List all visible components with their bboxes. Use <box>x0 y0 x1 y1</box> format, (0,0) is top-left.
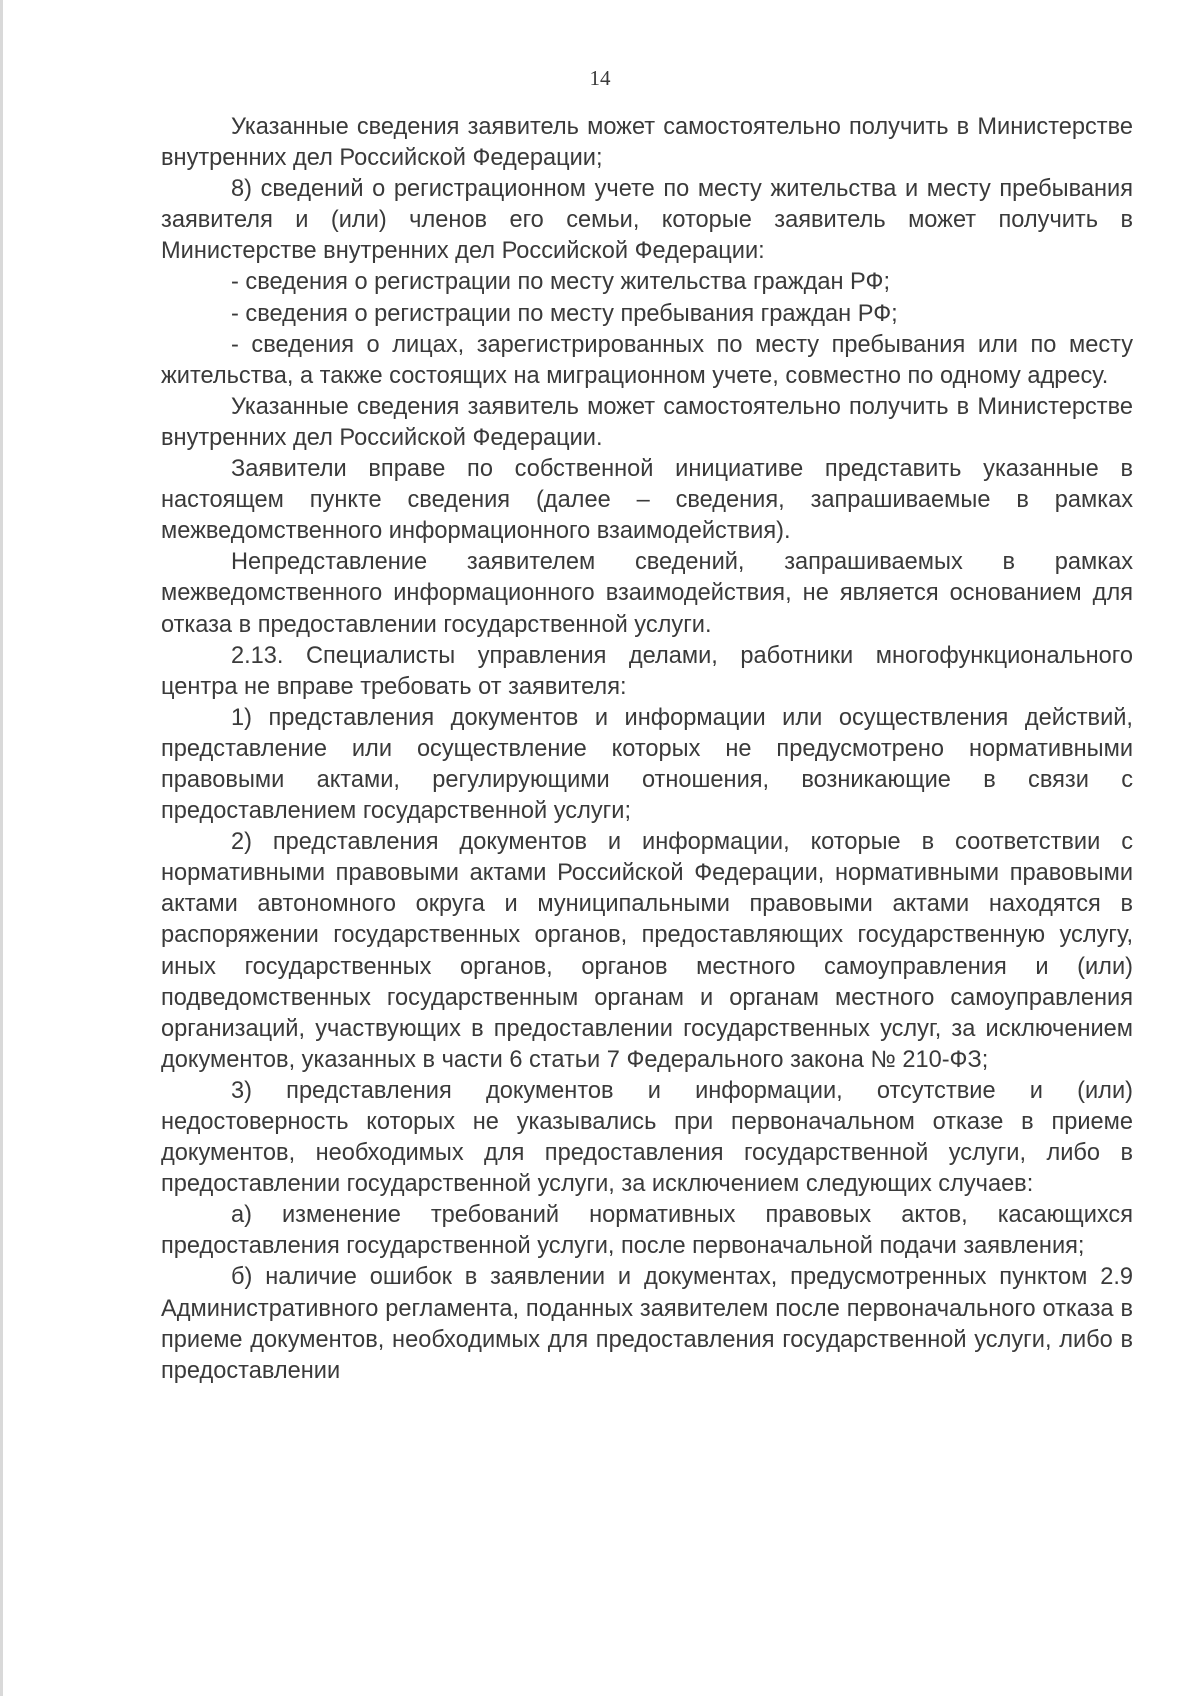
paragraph-item-2: 2) представления документов и информации, которые в соответствии с нормативными правовыми актами Российской Федерации, нормативными правовыми актами автономного округа и муниципальными правовыми актами находятся в распоряжении государственных органов, предоставляющих государственную услугу, иных государственных органов, органов местного самоуправления и (или) подведомственных государственным органам и органам местного самоуправления организаций, участвующих в предоставлении государственных услуг, за исключением документов, указанных в части 6 статьи 7 Федерального закона № 210-ФЗ; <box>161 829 1133 1073</box>
document-body <box>161 112 1133 1387</box>
paragraph-item-1: 1) представления документов и информации или осуществления действий, представление или осуществление которых не предусмотрено нормативными правовыми актами, регулирующими отношения, возникающие в связи с предоставлением государственной услуги; <box>161 704 1133 825</box>
paragraph-mvd-info-1: Указанные сведения заявитель может самостоятельно получить в Министерстве внутренних дел Российской Федерации; <box>161 114 1133 172</box>
paragraph-own-initiative: Заявители вправе по собственной инициативе представить указанные в настоящем пункте сведения (далее – сведения, запрашиваемые в рамках межведомственного информационного взаимодействия). <box>161 456 1133 545</box>
paragraph-item-3: 3) представления документов и информации, отсутствие и (или) недостоверность которых не указывались при первоначальном отказе в приеме документов, необходимых для предоставления государственной услуги, либо в предоставлении государственной услуги, за исключением следующих случаев: <box>161 1077 1133 1198</box>
paragraph-bullet-residence: - сведения о регистрации по месту жительства граждан РФ; <box>231 269 891 296</box>
paragraph-bullet-stay: - сведения о регистрации по месту пребывания граждан РФ; <box>231 300 898 327</box>
paragraph-item-b: б) наличие ошибок в заявлении и документах, предусмотренных пунктом 2.9 Административного регламента, поданных заявителем после первоначального отказа в приеме документов, необходимых для предоставления государственной услуги, либо в предоставлении <box>161 1264 1133 1384</box>
paragraph-bullet-persons: - сведения о лицах, зарегистрированных по месту пребывания или по месту жительства, а также состоящих на миграционном учете, совместно по одному адресу. <box>161 331 1133 389</box>
paragraph-section-2-13: 2.13. Специалисты управления делами, работники многофункционального центра не вправе требовать от заявителя: <box>161 642 1133 700</box>
page-left-edge <box>0 0 3 1696</box>
paragraph-item-8: 8) сведений о регистрационном учете по месту жительства и месту пребывания заявителя и (или) членов его семьи, которые заявитель может получить в Министерстве внутренних дел Российской Федерации: <box>161 176 1133 265</box>
paragraph-mvd-info-2: Указанные сведения заявитель может самостоятельно получить в Министерстве внутренних дел Российской Федерации. <box>161 393 1133 451</box>
paragraph-non-submission: Непредставление заявителем сведений, запрашиваемых в рамках межведомственного информационного взаимодействия, не является основанием для отказа в предоставлении государственной услуги. <box>161 549 1133 638</box>
page-number: 14 <box>589 66 611 90</box>
paragraph-item-a: а) изменение требований нормативных правовых актов, касающихся предоставления государственной услуги, после первоначальной подачи заявления; <box>161 1202 1133 1260</box>
